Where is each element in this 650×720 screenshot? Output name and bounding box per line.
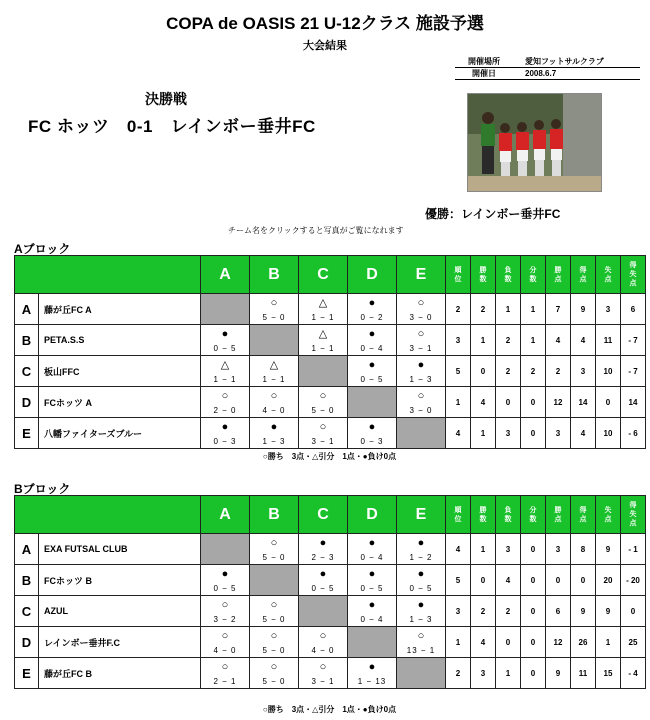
- stat-header: 失 点: [596, 496, 621, 534]
- stat-header: 順 位: [446, 496, 471, 534]
- match-result-cell: [397, 356, 446, 387]
- header-row: [15, 496, 646, 534]
- match-result-cell: [348, 325, 397, 356]
- match-result-cell: [250, 596, 299, 627]
- stat-value: 14: [621, 387, 646, 418]
- stat-value: 0: [546, 565, 571, 596]
- team-name-link[interactable]: 藤が丘FC B: [39, 658, 201, 689]
- result-symbol-icon: ●: [368, 537, 376, 549]
- stat-header: 失 点: [596, 256, 621, 294]
- team-name-link[interactable]: FCホッツ B: [39, 565, 201, 596]
- opponent-header: B: [250, 496, 299, 534]
- stat-value: 6: [621, 294, 646, 325]
- stat-value: 10: [596, 418, 621, 449]
- stat-header: 負 数: [496, 496, 521, 534]
- stat-value: 11: [571, 658, 596, 689]
- result-symbol-icon: ●: [368, 328, 376, 340]
- result-symbol-icon: △: [269, 359, 279, 371]
- match-result-cell: [348, 418, 397, 449]
- stat-value: 2: [496, 596, 521, 627]
- stat-value: 8: [571, 534, 596, 565]
- stat-value: 0: [471, 356, 496, 387]
- match-score: 1 − 1: [311, 344, 335, 353]
- result-symbol-icon: ●: [417, 359, 425, 371]
- stat-value: 5: [446, 565, 471, 596]
- match-score: 3 − 0: [409, 406, 433, 415]
- block-b-table: [14, 495, 646, 689]
- match-score: 3 − 1: [311, 677, 335, 686]
- match-score: 0 − 5: [409, 584, 433, 593]
- result-symbol-icon: ●: [368, 599, 376, 611]
- stat-value: 12: [546, 627, 571, 658]
- stat-value: 26: [571, 627, 596, 658]
- stat-value: 1: [596, 627, 621, 658]
- team-name-link[interactable]: レインボー垂井F.C: [39, 627, 201, 658]
- photo-note: チーム名をクリックすると写真がご覧になれます: [228, 226, 404, 235]
- match-score: 4 − 0: [262, 406, 286, 415]
- stat-header: 勝 点: [546, 496, 571, 534]
- team-row: [15, 294, 646, 325]
- opponent-header: A: [201, 496, 250, 534]
- team-row: [15, 658, 646, 689]
- stat-value: 7: [546, 294, 571, 325]
- match-score: 1 − 1: [311, 313, 335, 322]
- stat-value: 9: [596, 534, 621, 565]
- stat-value: 2: [496, 356, 521, 387]
- match-score: 13 − 1: [406, 646, 436, 655]
- match-score: 2 − 1: [213, 677, 237, 686]
- match-score: 3 − 0: [409, 313, 433, 322]
- stat-value: 5: [446, 356, 471, 387]
- result-symbol-icon: ●: [319, 537, 327, 549]
- result-symbol-icon: ●: [368, 421, 376, 433]
- result-symbol-icon: ○: [270, 630, 278, 642]
- stat-value: 2: [446, 294, 471, 325]
- match-score: 0 − 3: [360, 437, 384, 446]
- match-result-cell: [348, 534, 397, 565]
- stat-value: 4: [546, 325, 571, 356]
- stat-header: 分 数: [521, 256, 546, 294]
- block-b-legend: ○勝ち 3点・△引分 1点・●負け0点: [262, 705, 397, 714]
- venue-value: 愛知フットサルクラブ: [525, 57, 604, 66]
- stat-value: 1: [496, 658, 521, 689]
- match-result-cell: [348, 596, 397, 627]
- team-row: [15, 596, 646, 627]
- match-score: 5 − 0: [262, 615, 286, 624]
- self-match-cell: [348, 627, 397, 658]
- result-symbol-icon: ○: [270, 599, 278, 611]
- stat-value: 4: [446, 418, 471, 449]
- result-symbol-icon: ○: [270, 661, 278, 673]
- stat-value: 2: [471, 294, 496, 325]
- stat-value: 14: [571, 387, 596, 418]
- stat-value: 15: [596, 658, 621, 689]
- team-name-link[interactable]: 板山FFC: [39, 356, 201, 387]
- result-symbol-icon: △: [318, 328, 328, 340]
- match-result-cell: [397, 325, 446, 356]
- stat-value: 2: [446, 658, 471, 689]
- team-row: [15, 627, 646, 658]
- stat-value: 3: [546, 418, 571, 449]
- opponent-header: A: [201, 256, 250, 294]
- stat-value: - 7: [621, 325, 646, 356]
- opponent-header: C: [299, 256, 348, 294]
- match-score: 4 − 0: [311, 646, 335, 655]
- self-match-cell: [201, 294, 250, 325]
- team-name-link[interactable]: FCホッツ A: [39, 387, 201, 418]
- result-symbol-icon: ○: [221, 390, 229, 402]
- match-result-cell: [250, 418, 299, 449]
- stat-value: 1: [471, 325, 496, 356]
- match-score: 1 − 3: [262, 437, 286, 446]
- match-result-cell: [201, 596, 250, 627]
- stat-value: 0: [496, 387, 521, 418]
- match-score: 3 − 1: [409, 344, 433, 353]
- self-match-cell: [348, 387, 397, 418]
- self-match-cell: [299, 596, 348, 627]
- stat-header: 分 数: [521, 496, 546, 534]
- team-id: E: [15, 658, 39, 689]
- match-score: 2 − 0: [213, 406, 237, 415]
- stat-value: 0: [596, 387, 621, 418]
- match-result-cell: [250, 534, 299, 565]
- team-name-link[interactable]: 藤が丘FC A: [39, 294, 201, 325]
- stat-value: 3: [471, 658, 496, 689]
- match-result-cell: [397, 627, 446, 658]
- winner-label: 優勝：レインボー垂井FC: [425, 207, 561, 221]
- opponent-header: E: [397, 256, 446, 294]
- team-id: E: [15, 418, 39, 449]
- team-id: B: [15, 325, 39, 356]
- stat-value: 0: [471, 565, 496, 596]
- opponent-header: D: [348, 496, 397, 534]
- stat-value: 1: [496, 294, 521, 325]
- match-score: 0 − 3: [213, 437, 237, 446]
- event-info: [455, 56, 640, 80]
- match-result-cell: [201, 658, 250, 689]
- stat-header: 勝 数: [471, 256, 496, 294]
- match-result-cell: [250, 658, 299, 689]
- result-symbol-icon: ○: [417, 630, 425, 642]
- self-match-cell: [397, 418, 446, 449]
- result-symbol-icon: ●: [221, 328, 229, 340]
- stat-value: 0: [496, 627, 521, 658]
- match-result-cell: [397, 387, 446, 418]
- match-result-cell: [397, 565, 446, 596]
- team-row: [15, 387, 646, 418]
- stat-value: 0: [521, 418, 546, 449]
- header-blank: [15, 496, 201, 534]
- stat-value: 1: [471, 418, 496, 449]
- result-symbol-icon: △: [318, 297, 328, 309]
- page-subtitle: 大会結果: [303, 40, 347, 52]
- stat-value: - 4: [621, 658, 646, 689]
- match-result-cell: [299, 565, 348, 596]
- stat-header: 順 位: [446, 256, 471, 294]
- match-result-cell: [201, 627, 250, 658]
- stat-value: 1: [446, 627, 471, 658]
- result-symbol-icon: ○: [417, 328, 425, 340]
- team-row: [15, 356, 646, 387]
- stat-value: 0: [521, 534, 546, 565]
- opponent-header: B: [250, 256, 299, 294]
- stat-value: 2: [496, 325, 521, 356]
- self-match-cell: [201, 534, 250, 565]
- match-score: 0 − 5: [213, 584, 237, 593]
- stat-value: 3: [546, 534, 571, 565]
- stat-value: 3: [496, 418, 521, 449]
- result-symbol-icon: ○: [417, 297, 425, 309]
- match-result-cell: [299, 325, 348, 356]
- stat-value: 1: [446, 387, 471, 418]
- stat-value: 9: [571, 596, 596, 627]
- result-symbol-icon: ●: [221, 421, 229, 433]
- result-symbol-icon: ○: [319, 661, 327, 673]
- stat-header: 負 数: [496, 256, 521, 294]
- venue-label: 開催場所: [468, 57, 500, 66]
- stat-value: - 7: [621, 356, 646, 387]
- result-symbol-icon: ●: [417, 599, 425, 611]
- result-symbol-icon: ●: [270, 421, 278, 433]
- match-score: 5 − 0: [311, 406, 335, 415]
- stat-value: 9: [571, 294, 596, 325]
- result-symbol-icon: ●: [368, 359, 376, 371]
- stat-value: 4: [471, 627, 496, 658]
- match-result-cell: [348, 658, 397, 689]
- stat-header: 勝 点: [546, 256, 571, 294]
- team-id: D: [15, 627, 39, 658]
- stat-value: 1: [521, 325, 546, 356]
- stat-header: 勝 数: [471, 496, 496, 534]
- stat-value: 3: [496, 534, 521, 565]
- stat-value: 6: [546, 596, 571, 627]
- page-title: COPA de OASIS 21 U-12クラス 施設予選: [166, 14, 484, 33]
- self-match-cell: [299, 356, 348, 387]
- stat-value: 1: [521, 294, 546, 325]
- match-score: 0 − 4: [360, 615, 384, 624]
- block-b-label: Bブロック: [14, 482, 71, 496]
- team-row: [15, 418, 646, 449]
- team-row: [15, 325, 646, 356]
- stat-header: 得 失 点: [621, 496, 646, 534]
- result-symbol-icon: ○: [221, 599, 229, 611]
- stat-value: 2: [471, 596, 496, 627]
- date-label: 開催日: [472, 69, 496, 78]
- stat-value: 9: [546, 658, 571, 689]
- result-symbol-icon: ○: [319, 390, 327, 402]
- stat-value: 3: [446, 325, 471, 356]
- match-result-cell: [299, 418, 348, 449]
- stat-value: 25: [621, 627, 646, 658]
- result-symbol-icon: ○: [270, 297, 278, 309]
- match-score: 1 − 1: [262, 375, 286, 384]
- stat-value: 0: [521, 387, 546, 418]
- match-score: 4 − 0: [213, 646, 237, 655]
- team-row: [15, 565, 646, 596]
- stat-value: - 6: [621, 418, 646, 449]
- match-result-cell: [201, 325, 250, 356]
- match-score: 1 − 3: [409, 615, 433, 624]
- result-symbol-icon: ●: [417, 568, 425, 580]
- match-result-cell: [397, 294, 446, 325]
- header-blank: [15, 256, 201, 294]
- stat-value: 0: [571, 565, 596, 596]
- self-match-cell: [250, 325, 299, 356]
- match-result-cell: [397, 596, 446, 627]
- match-score: 0 − 4: [360, 344, 384, 353]
- result-symbol-icon: ○: [221, 630, 229, 642]
- opponent-header: D: [348, 256, 397, 294]
- match-score: 5 − 0: [262, 313, 286, 322]
- self-match-cell: [397, 658, 446, 689]
- stat-value: 4: [496, 565, 521, 596]
- result-symbol-icon: ○: [221, 661, 229, 673]
- stat-value: 12: [546, 387, 571, 418]
- match-result-cell: [299, 387, 348, 418]
- match-score: 0 − 5: [311, 584, 335, 593]
- team-name-link[interactable]: EXA FUTSAL CLUB: [39, 534, 201, 565]
- stat-value: - 20: [621, 565, 646, 596]
- block-a-label: Aブロック: [14, 242, 71, 256]
- stat-value: 20: [596, 565, 621, 596]
- match-score: 0 − 2: [360, 313, 384, 322]
- match-score: 3 − 2: [213, 615, 237, 624]
- match-result-cell: [201, 565, 250, 596]
- team-row: [15, 534, 646, 565]
- stat-value: 2: [546, 356, 571, 387]
- match-score: 5 − 0: [262, 677, 286, 686]
- team-id: B: [15, 565, 39, 596]
- match-result-cell: [250, 356, 299, 387]
- stat-header: 得 失 点: [621, 256, 646, 294]
- result-symbol-icon: ○: [270, 537, 278, 549]
- result-symbol-icon: ●: [368, 568, 376, 580]
- result-symbol-icon: ○: [319, 421, 327, 433]
- match-score: 0 − 5: [360, 584, 384, 593]
- stat-value: 9: [596, 596, 621, 627]
- result-symbol-icon: ●: [417, 537, 425, 549]
- team-name-link[interactable]: AZUL: [39, 596, 201, 627]
- match-score: 0 − 4: [360, 553, 384, 562]
- stat-header: 得 点: [571, 256, 596, 294]
- stat-value: 0: [521, 658, 546, 689]
- stat-value: 10: [596, 356, 621, 387]
- stat-value: 11: [596, 325, 621, 356]
- match-result-cell: [299, 294, 348, 325]
- self-match-cell: [250, 565, 299, 596]
- result-symbol-icon: ○: [319, 630, 327, 642]
- result-symbol-icon: ○: [270, 390, 278, 402]
- match-result-cell: [348, 294, 397, 325]
- match-result-cell: [348, 356, 397, 387]
- date-value: 2008.6.7: [525, 69, 557, 78]
- match-result-cell: [201, 356, 250, 387]
- opponent-header: C: [299, 496, 348, 534]
- header-row: [15, 256, 646, 294]
- match-result-cell: [348, 565, 397, 596]
- match-score: 1 − 2: [409, 553, 433, 562]
- stat-value: 2: [521, 356, 546, 387]
- match-score: 0 − 5: [213, 344, 237, 353]
- result-symbol-icon: ○: [417, 390, 425, 402]
- block-a-legend: ○勝ち 3点・△引分 1点・●負け0点: [262, 452, 397, 461]
- team-id: D: [15, 387, 39, 418]
- final-heading: 決勝戦: [145, 91, 187, 107]
- match-score: 1 − 3: [409, 375, 433, 384]
- match-score: 2 − 3: [311, 553, 335, 562]
- team-id: C: [15, 596, 39, 627]
- stat-value: 3: [571, 356, 596, 387]
- result-symbol-icon: ●: [221, 568, 229, 580]
- result-symbol-icon: ●: [368, 661, 376, 673]
- stat-value: 3: [446, 596, 471, 627]
- stat-value: 0: [621, 596, 646, 627]
- stat-header: 得 点: [571, 496, 596, 534]
- final-result: FC ホッツ 0-1 レインボー垂井FC: [28, 117, 316, 136]
- match-result-cell: [201, 387, 250, 418]
- stat-value: 0: [521, 565, 546, 596]
- stat-value: 4: [571, 418, 596, 449]
- match-result-cell: [201, 418, 250, 449]
- match-result-cell: [250, 387, 299, 418]
- match-score: 5 − 0: [262, 646, 286, 655]
- stat-value: 4: [446, 534, 471, 565]
- team-id: C: [15, 356, 39, 387]
- match-result-cell: [250, 294, 299, 325]
- stat-value: - 1: [621, 534, 646, 565]
- match-result-cell: [299, 658, 348, 689]
- stat-value: 3: [596, 294, 621, 325]
- team-photo: [467, 93, 602, 192]
- stat-value: 0: [521, 596, 546, 627]
- match-score: 1 − 1: [213, 375, 237, 384]
- team-id: A: [15, 534, 39, 565]
- match-result-cell: [299, 627, 348, 658]
- stat-value: 4: [571, 325, 596, 356]
- team-name-link[interactable]: 八幡ファイターズブルー: [39, 418, 201, 449]
- stat-value: 1: [471, 534, 496, 565]
- result-symbol-icon: ●: [319, 568, 327, 580]
- team-id: A: [15, 294, 39, 325]
- match-score: 1 − 13: [357, 677, 387, 686]
- opponent-header: E: [397, 496, 446, 534]
- match-score: 5 − 0: [262, 553, 286, 562]
- match-result-cell: [250, 627, 299, 658]
- match-score: 0 − 5: [360, 375, 384, 384]
- stat-value: 0: [521, 627, 546, 658]
- stat-value: 4: [471, 387, 496, 418]
- result-symbol-icon: ●: [368, 297, 376, 309]
- match-score: 3 − 1: [311, 437, 335, 446]
- result-symbol-icon: △: [220, 359, 230, 371]
- block-a-table: [14, 255, 646, 449]
- match-result-cell: [299, 534, 348, 565]
- match-result-cell: [397, 534, 446, 565]
- team-name-link[interactable]: PETA.S.S: [39, 325, 201, 356]
